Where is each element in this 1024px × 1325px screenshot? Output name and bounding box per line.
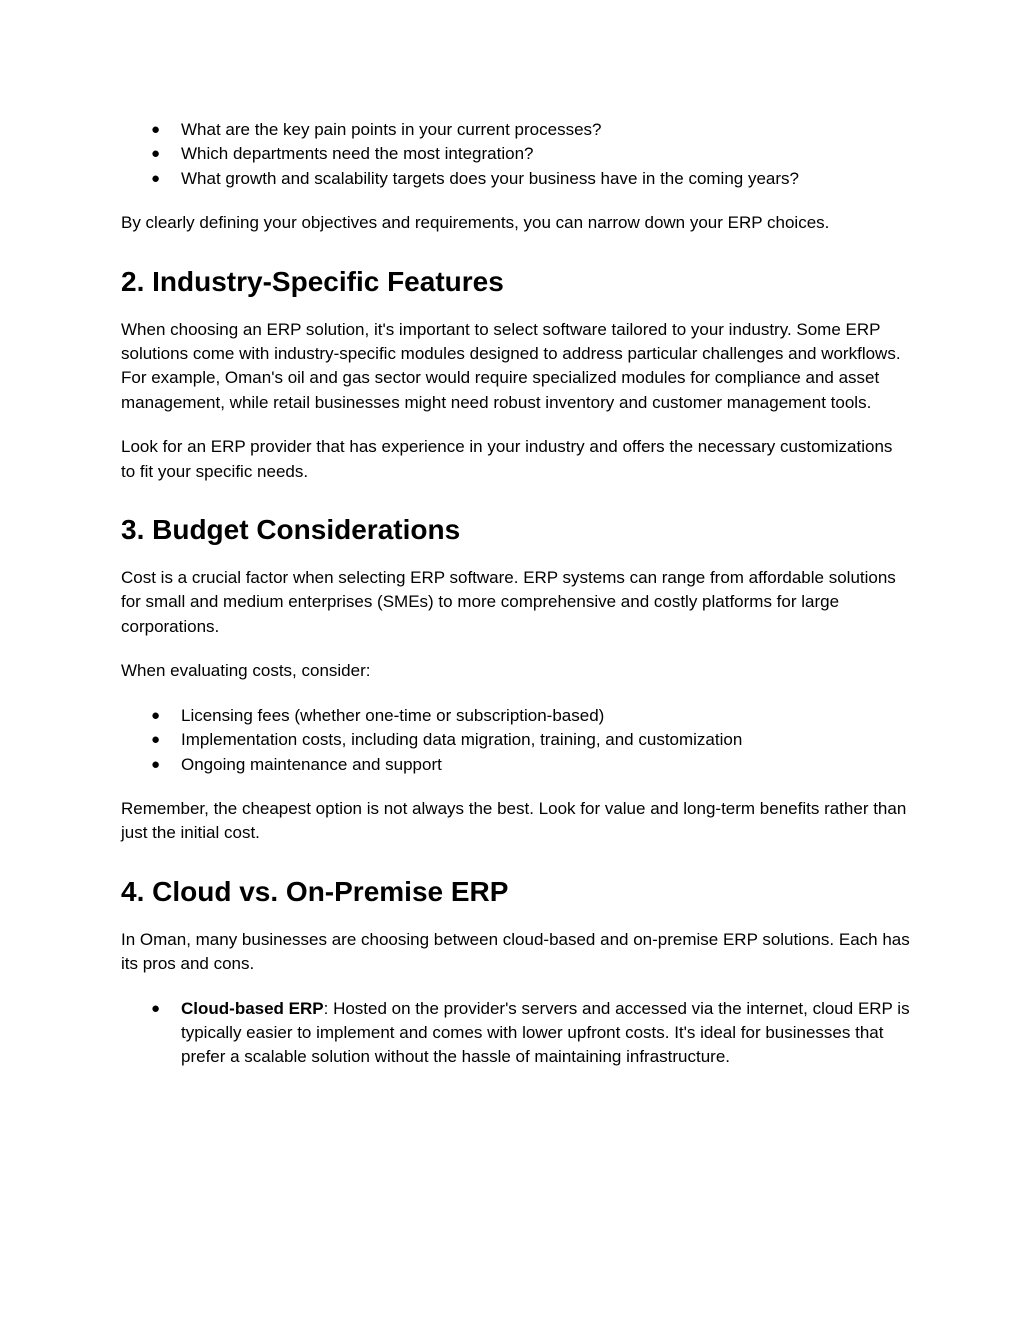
list-item (121, 997, 911, 1070)
document-page (121, 118, 911, 1070)
list-item: ● Implementation costs, including data migration, training, and customization (121, 728, 911, 752)
bullet-icon: ● (151, 755, 161, 773)
bullet-icon: ● (151, 999, 161, 1017)
bullet-icon: ● (151, 169, 161, 187)
erp-deployment-list (121, 997, 911, 1070)
section-paragraph: When evaluating costs, consider: (121, 661, 371, 681)
list-item: ● What are the key pain points in your current processes? (121, 118, 911, 142)
cost-considerations-list (121, 704, 911, 777)
bullet-icon: ● (151, 145, 161, 163)
section-paragraph: Cost is a crucial factor when selecting ERP software. ERP systems can range from affordable solutions for small and medium enterprises (SMEs) to more comprehensive and costly platforms for large corporations. (121, 568, 896, 636)
list-item-text: : Hosted on the provider's servers and accessed via the internet, cloud ERP is typically easier to implement and comes with lower upfront costs. It's ideal for businesses that prefer a scalable solution without the hassle of maintaining infrastructure. (181, 998, 910, 1067)
list-item-term: Cloud-based ERP (181, 998, 324, 1018)
section-paragraph: In Oman, many businesses are choosing between cloud-based and on-premise ERP solutions. Each has its pros and cons. (121, 929, 910, 974)
bullet-icon: ● (151, 731, 161, 749)
requirements-question-list (121, 118, 911, 191)
section-paragraph: Remember, the cheapest option is not always the best. Look for value and long-term benefits rather than just the initial cost. (121, 798, 907, 843)
list-item: ● Ongoing maintenance and support (121, 753, 911, 777)
section-paragraph: Look for an ERP provider that has experience in your industry and offers the necessary customizations to fit your specific needs. (121, 437, 893, 481)
list-item: ● What growth and scalability targets does your business have in the coming years? (121, 167, 911, 191)
list-item: ● Licensing fees (whether one-time or subscription-based) (121, 704, 911, 728)
list-item: ● Which departments need the most integration? (121, 142, 911, 166)
section-heading: 4. Cloud vs. On-Premise ERP (121, 875, 509, 907)
section-paragraph: When choosing an ERP solution, it's important to select software tailored to your industry. Some ERP solutions come with industry-specific modules designed to address particular challenges and workflows. For example, Oman's oil and gas sector would require specialized modules for compliance and asset management, while retail businesses might need robust inventory and customer management tools. (121, 319, 901, 412)
section-heading: 3. Budget Considerations (121, 514, 461, 546)
section-heading: 2. Industry-Specific Features (121, 265, 504, 297)
bullet-icon: ● (151, 706, 161, 724)
bullet-icon: ● (151, 121, 161, 138)
intro-paragraph: By clearly defining your objectives and requirements, you can narrow down your ERP choices. (121, 213, 830, 233)
